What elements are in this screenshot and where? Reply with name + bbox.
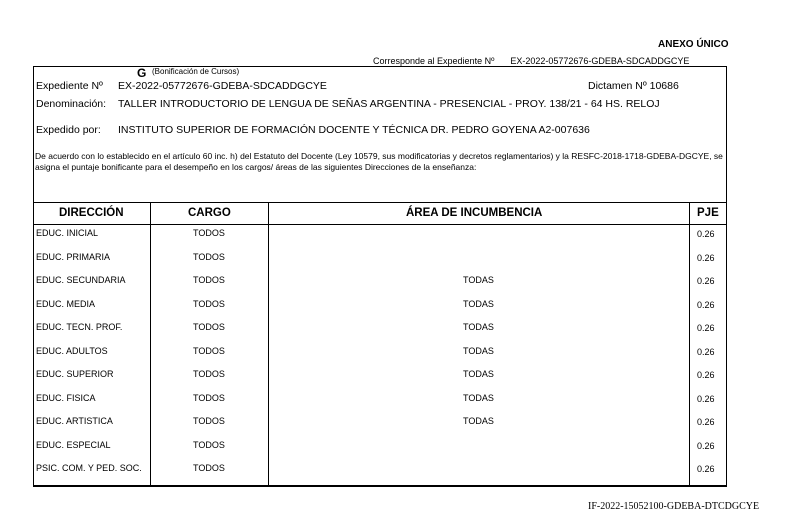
frame-right-line xyxy=(726,66,727,485)
cell-pje: 0.26 xyxy=(697,441,715,451)
g-mark: G xyxy=(137,66,147,80)
table-col-divider xyxy=(268,202,269,485)
cell-area: TODAS xyxy=(463,369,494,379)
cell-cargo: TODOS xyxy=(193,393,225,403)
cell-direccion: EDUC. ESPECIAL xyxy=(36,440,111,450)
cell-pje: 0.26 xyxy=(697,394,715,404)
expediente-value: EX-2022-05772676-GDEBA-SDCADDGCYE xyxy=(118,80,327,92)
cell-cargo: TODOS xyxy=(193,275,225,285)
cell-direccion: EDUC. PRIMARIA xyxy=(36,252,111,262)
cell-cargo: TODOS xyxy=(193,440,225,450)
table-top-line xyxy=(33,202,726,203)
cell-direccion: EDUC. MEDIA xyxy=(36,299,96,309)
footer-document-id: IF-2022-15052100-GDEBA-DTCDGCYE xyxy=(588,501,760,512)
cell-direccion: EDUC. SUPERIOR xyxy=(36,369,114,379)
denominacion-label: Denominación: xyxy=(36,98,107,110)
cell-cargo: TODOS xyxy=(193,346,225,356)
header-pje: PJE xyxy=(697,207,719,219)
cell-pje: 0.26 xyxy=(697,417,715,427)
cell-cargo: TODOS xyxy=(193,252,225,262)
cell-cargo: TODOS xyxy=(193,369,225,379)
cell-pje: 0.26 xyxy=(697,347,715,357)
denominacion-value: TALLER INTRODUCTORIO DE LENGUA DE SEÑAS ARGENTINA - PRESENCIAL - PROY. 138/21 - 64 HS. RELOJ xyxy=(118,98,660,110)
expediente-label: Expediente Nº xyxy=(36,80,103,92)
corresponde-line xyxy=(373,56,689,66)
cell-direccion: EDUC. FISICA xyxy=(36,393,96,403)
header-area: ÁREA DE INCUMBENCIA xyxy=(406,207,543,219)
cell-pje: 0.26 xyxy=(697,370,715,380)
cell-pje: 0.26 xyxy=(697,229,715,239)
corresponde-label: Corresponde al Expediente Nº xyxy=(373,56,495,66)
header-cargo: CARGO xyxy=(188,207,231,219)
cell-pje: 0.26 xyxy=(697,464,715,474)
cell-direccion: EDUC. SECUNDARIA xyxy=(36,275,126,285)
g-mark-note: (Bonificación de Cursos) xyxy=(152,67,240,76)
cell-pje: 0.26 xyxy=(697,300,715,310)
cell-direccion: EDUC. INICIAL xyxy=(36,228,99,238)
corresponde-number: EX-2022-05772676-GDEBA-SDCADDGCYE xyxy=(510,56,690,66)
cell-direccion: PSIC. COM. Y PED. SOC. xyxy=(36,463,142,473)
header-direccion: DIRECCIÓN xyxy=(59,207,124,219)
cell-pje: 0.26 xyxy=(697,253,715,263)
cell-pje: 0.26 xyxy=(697,323,715,333)
cell-cargo: TODOS xyxy=(193,463,225,473)
cell-cargo: TODOS xyxy=(193,416,225,426)
cell-direccion: EDUC. ARTISTICA xyxy=(36,416,113,426)
dictamen: Dictamen Nº 10686 xyxy=(588,80,679,92)
cell-cargo: TODOS xyxy=(193,228,225,238)
legal-paragraph: De acuerdo con lo establecido en el artículo 60 inc. h) del Estatuto del Docente (Ley 10579, sus modificatorias y decretos reglamentarios) y la RESFC-2018-1718-GDEBA-DGCYE, se asigna el puntaje bonificante para el desempeño en los cargos/ áreas de las siguientes Direcciones de la enseñanza: xyxy=(35,151,723,172)
cell-area: TODAS xyxy=(463,275,494,285)
cell-area: TODAS xyxy=(463,346,494,356)
cell-pje: 0.26 xyxy=(697,276,715,286)
cell-area: TODAS xyxy=(463,299,494,309)
frame-left-line xyxy=(33,66,34,485)
frame-bottom-line xyxy=(33,485,727,487)
cell-direccion: EDUC. ADULTOS xyxy=(36,346,108,356)
cell-area: TODAS xyxy=(463,393,494,403)
expedido-label: Expedido por: xyxy=(36,124,101,136)
cell-cargo: TODOS xyxy=(193,299,225,309)
cell-direccion: EDUC. TECN. PROF. xyxy=(36,322,123,332)
cell-area: TODAS xyxy=(463,322,494,332)
table-header-line xyxy=(33,224,726,225)
expedido-value: INSTITUTO SUPERIOR DE FORMACIÓN DOCENTE Y TÉCNICA DR. PEDRO GOYENA A2-007636 xyxy=(118,124,590,136)
cell-cargo: TODOS xyxy=(193,322,225,332)
anexo-title: ANEXO ÚNICO xyxy=(658,39,729,50)
cell-area: TODAS xyxy=(463,416,494,426)
table-col-divider xyxy=(689,202,690,485)
table-col-divider xyxy=(150,202,151,485)
